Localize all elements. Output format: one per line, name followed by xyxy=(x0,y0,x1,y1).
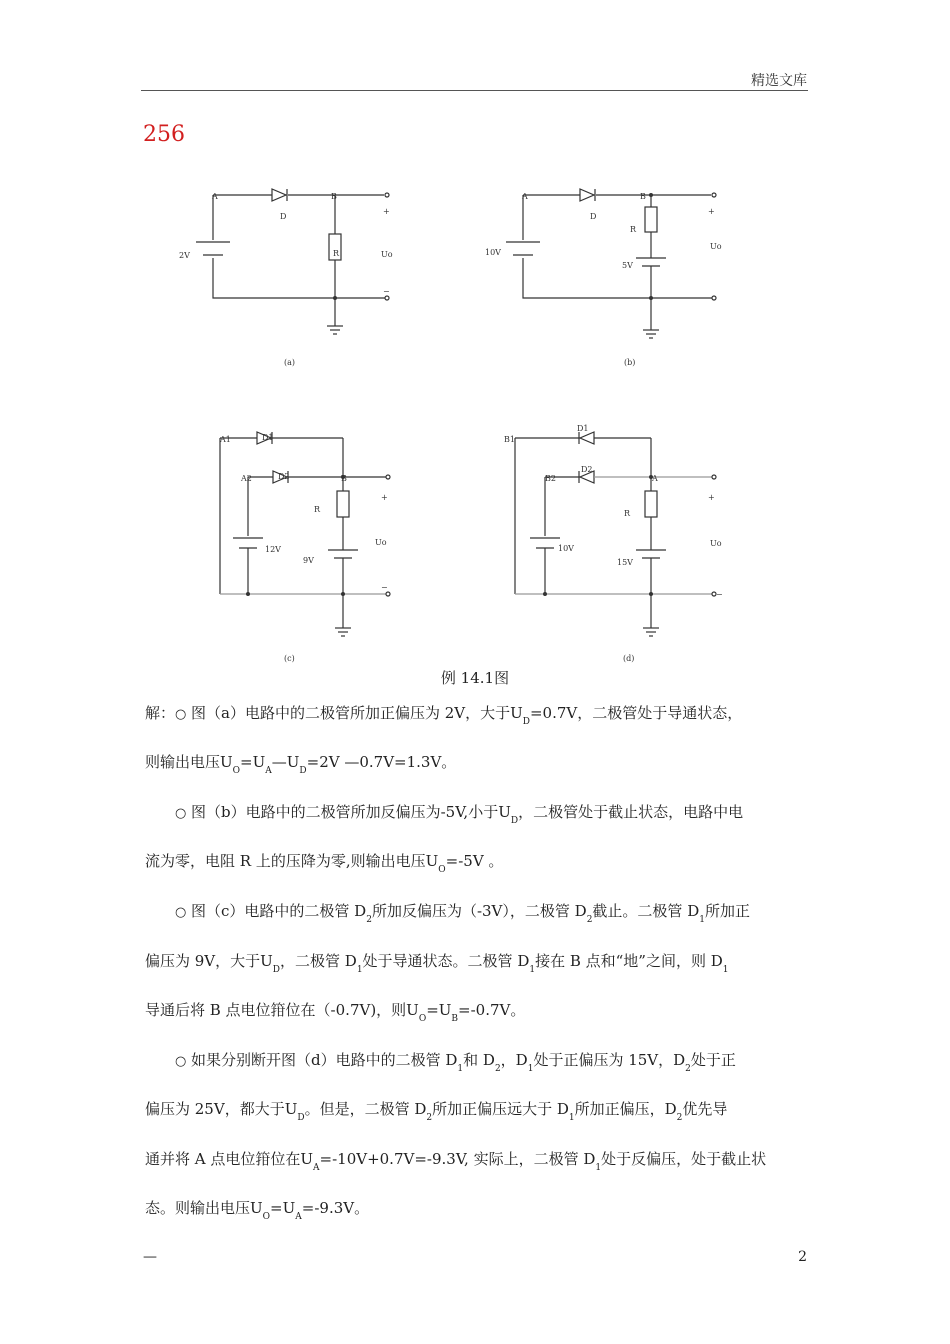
bullet-icon: ○ xyxy=(175,905,187,920)
subscript: 2 xyxy=(366,915,372,925)
text-segment: 所加反偏压为（-3V），二极管 D xyxy=(371,902,587,920)
subscript: O xyxy=(262,1212,271,1222)
text-line xyxy=(145,1050,840,1073)
fig-a-minus: − xyxy=(383,287,390,296)
text-line xyxy=(145,752,810,775)
fig-c-minus: − xyxy=(381,583,388,592)
subscript: 2 xyxy=(426,1113,433,1123)
bullet-icon: ○ xyxy=(175,1054,187,1069)
text-segment: =-9.3V。 xyxy=(301,1199,370,1217)
subscript: A xyxy=(313,1163,320,1173)
fig-c-battery-12v: 12V xyxy=(265,545,281,554)
text-segment: =U xyxy=(270,1199,296,1217)
circuit-c xyxy=(220,432,390,636)
text-segment: 所加正偏压远大于 D xyxy=(432,1100,569,1118)
fig-d-battery-15v: 15V xyxy=(617,558,633,567)
fig-c-label-B: B xyxy=(341,474,347,483)
fig-c-label-D1: D1 xyxy=(262,433,274,442)
fig-a-caption: (a) xyxy=(284,358,296,367)
text-line xyxy=(145,703,810,726)
text-segment: 通并将 A 点电位箝位在U xyxy=(145,1150,314,1168)
text-segment: 图（c）电路中的二极管 D xyxy=(191,902,367,920)
text-line xyxy=(145,1198,810,1221)
text-segment: 接在 B 点和“地”之间，则 D xyxy=(535,952,723,970)
subscript: =0.7V，二极管处于导通状态， xyxy=(529,704,743,722)
text-segment: 截止。二极管 D xyxy=(592,902,700,920)
text-line xyxy=(145,951,810,974)
text-segment: 图（b）电路中的二极管所加反偏压为-5V,小于U xyxy=(191,803,511,821)
fig-a-label-D: D xyxy=(280,212,287,221)
subscript: O xyxy=(418,1014,427,1024)
text-segment: 处于导通状态。二极管 D xyxy=(362,952,530,970)
subscript: D xyxy=(297,1113,305,1123)
fig-c-label-R: R xyxy=(314,505,321,514)
text-segment: 和 D xyxy=(463,1051,495,1069)
fig-c-caption: (c) xyxy=(284,654,295,663)
subscript: 2 xyxy=(676,1113,683,1123)
header-title: 精选文库 xyxy=(751,73,807,89)
text-segment: 解： xyxy=(145,704,176,722)
subscript: 1 xyxy=(722,965,729,975)
text-segment: 导通后将 B 点电位箝位在（-0.7V)，则U xyxy=(145,1001,419,1019)
text-segment: 则输出电压U xyxy=(145,753,233,771)
text-segment: 。但是，二极管 D xyxy=(304,1100,427,1118)
subscript: D xyxy=(299,766,307,776)
fig-b-label-D: D xyxy=(590,212,597,221)
fig-d-label-B1: B1 xyxy=(504,435,515,444)
fig-d-plus: + xyxy=(708,493,715,502)
text-line xyxy=(145,1149,810,1172)
subscript: 1 xyxy=(356,965,363,975)
text-segment: 处于反偏压，处于截止状 xyxy=(601,1150,767,1168)
fig-d-uo: Uo xyxy=(710,539,722,548)
subscript: B xyxy=(451,1014,459,1024)
fig-a-label-R: R xyxy=(333,249,340,258)
fig-c-label-A2: A2 xyxy=(241,474,252,483)
text-segment: =2V —0.7V=1.3V。 xyxy=(306,753,457,771)
text-segment: 处于正 xyxy=(690,1051,736,1069)
text-line xyxy=(145,1099,810,1122)
subscript: D xyxy=(272,965,281,975)
subscript: O xyxy=(438,865,446,875)
fig-b-caption: (b) xyxy=(624,358,636,367)
text-segment: ，D xyxy=(500,1051,528,1069)
circuit-d xyxy=(515,432,716,636)
fig-d-minus: − xyxy=(716,590,723,599)
subscript: 1 xyxy=(527,1064,534,1074)
subscript: 1 xyxy=(529,965,536,975)
fig-b-plus: + xyxy=(708,207,715,216)
fig-d-label-A: A xyxy=(652,474,658,483)
fig-c-label-D2: D2 xyxy=(278,472,290,481)
fig-d-label-D2: D2 xyxy=(581,465,593,474)
bullet-icon: ○ xyxy=(175,806,187,821)
fig-a-label-B: B xyxy=(331,192,337,201)
subscript: 2 xyxy=(685,1064,691,1074)
text-line xyxy=(145,851,810,874)
text-segment: 所加正 xyxy=(704,902,750,920)
text-segment: 偏压为 25V，都大于U xyxy=(145,1100,298,1118)
fig-d-label-B2: B2 xyxy=(545,474,556,483)
fig-d-battery-10v: 10V xyxy=(558,544,574,553)
fig-a-battery: 2V xyxy=(179,251,190,260)
page-label: 256 xyxy=(143,122,185,147)
text-line xyxy=(145,901,840,924)
fig-a-uo: Uo xyxy=(381,250,393,259)
subscript: 1 xyxy=(568,1113,575,1123)
subscript: D xyxy=(510,816,519,826)
fig-c-battery-9v: 9V xyxy=(303,556,314,565)
fig-d-caption: (d) xyxy=(623,654,635,663)
text-segment: 所加正偏压，D xyxy=(574,1100,677,1118)
text-segment: =U xyxy=(426,1001,452,1019)
fig-a-label-A: A xyxy=(212,192,218,201)
bullet-icon: ○ xyxy=(175,707,187,722)
text-segment: —U xyxy=(271,753,300,771)
text-segment: =U xyxy=(240,753,266,771)
subscript: 图（a）电路中的二极管所加正偏压为 2V，大于U xyxy=(191,704,523,722)
fig-b-label-R: R xyxy=(630,225,637,234)
circuit-b xyxy=(506,189,716,338)
text-segment: D xyxy=(522,717,530,727)
text-line xyxy=(145,802,840,825)
subscript: 1 xyxy=(595,1163,602,1173)
subscript: A xyxy=(295,1212,302,1222)
circuit-a xyxy=(196,189,389,334)
fig-b-label-A: A xyxy=(522,192,528,201)
subscript: 1 xyxy=(457,1064,464,1074)
text-segment: 流为零，电阻 R 上的压降为零,则输出电压U xyxy=(145,852,439,870)
text-segment: 偏压为 9V，大于U xyxy=(145,952,273,970)
text-segment: 态。则输出电压U xyxy=(145,1199,263,1217)
text-segment: =-10V+0.7V=-9.3V, 实际上，二极管 D xyxy=(319,1150,596,1168)
figure-caption: 例 14.1图 xyxy=(440,669,510,687)
text-segment: ，二极管 D xyxy=(280,952,357,970)
fig-b-battery-10v: 10V xyxy=(485,248,501,257)
subscript: 2 xyxy=(494,1064,501,1074)
subscript: A xyxy=(265,766,272,776)
fig-a-plus: + xyxy=(383,207,390,216)
text-line xyxy=(145,1000,810,1023)
text-segment: ，二极管处于截止状态，电路中电 xyxy=(518,803,744,821)
fig-c-label-A1: A1 xyxy=(220,435,231,444)
footer-left: — xyxy=(143,1249,157,1265)
fig-d-label-D1: D1 xyxy=(577,424,589,433)
footer-page-number: 2 xyxy=(798,1249,807,1265)
fig-d-label-R: R xyxy=(624,509,631,518)
subscript: O xyxy=(232,766,241,776)
fig-b-battery-5v: 5V xyxy=(622,261,633,270)
text-segment: 如果分别断开图（d）电路中的二极管 D xyxy=(191,1051,458,1069)
text-segment: 处于正偏压为 15V，D xyxy=(533,1051,686,1069)
subscript: 1 xyxy=(699,915,705,925)
subscript: 2 xyxy=(586,915,593,925)
text-segment: =-5V 。 xyxy=(445,852,504,870)
fig-c-plus: + xyxy=(381,493,388,502)
fig-b-label-B: B xyxy=(640,192,646,201)
text-segment: =-0.7V。 xyxy=(458,1001,526,1019)
text-segment: 优先导 xyxy=(682,1100,728,1118)
fig-c-uo: Uo xyxy=(375,538,387,547)
fig-b-uo: Uo xyxy=(710,242,722,251)
